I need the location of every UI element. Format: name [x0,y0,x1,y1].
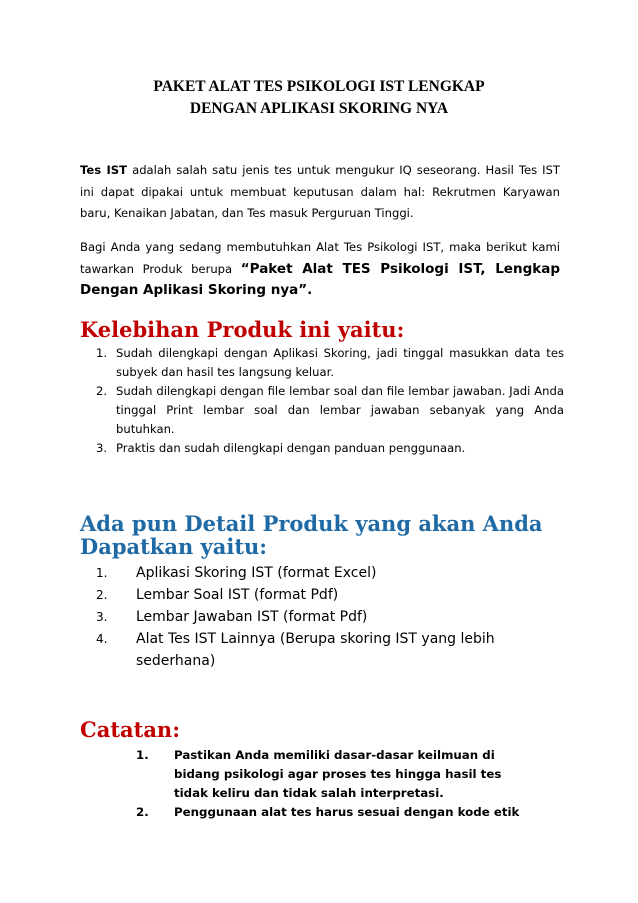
notes-heading: Catatan: [80,717,180,742]
advantages-heading: Kelebihan Produk ini yaitu: [80,317,405,342]
list-text: Lembar Soal IST (format Pdf) [136,587,339,603]
advantages-list [96,344,564,458]
list-number: 4. [96,632,108,646]
list-item [96,344,564,382]
list-item [96,382,564,439]
list-number: 1. [96,346,108,360]
list-text: Praktis dan sudah dilengkapi dengan panduan penggunaan. [116,441,466,455]
list-number: 3. [96,441,108,455]
list-text: Sudah dilengkapi dengan Aplikasi Skoring, jadi tinggal masukkan data tes subyek dan hasil tes langsung keluar. [116,346,564,379]
details-heading-line-1: Ada pun Detail Produk yang akan Anda [80,511,543,536]
list-text: Lembar Jawaban IST (format Pdf) [136,609,368,625]
offer-product-name: “Paket Alat TES Psikologi IST, Lengkap Dengan Aplikasi Skoring nya”. [80,260,560,298]
list-number: 1. [96,566,108,580]
list-item [96,584,536,606]
list-number: 2. [96,384,108,398]
list-item [136,803,536,822]
intro-paragraph [80,160,560,225]
list-item [96,562,536,584]
offer-text: Bagi Anda yang sedang membutuhkan Alat Tes Psikologi IST, maka berikut kami tawarkan Produk berupa [80,240,560,276]
list-text: Aplikasi Skoring IST (format Excel) [136,565,377,581]
notes-list [136,746,536,822]
list-number: 2. [96,588,108,602]
title-line-1: PAKET ALAT TES PSIKOLOGI IST LENGKAP [153,78,485,95]
list-text: Pastikan Anda memiliki dasar-dasar keilmuan di bidang psikologi agar proses tes hingga hasil tes tidak keliru dan tidak salah interpretasi. [174,748,502,800]
list-item [136,746,536,803]
document-title [80,76,558,120]
list-number: 2. [136,805,149,819]
intro-text: adalah salah satu jenis tes untuk mengukur IQ seseorang. Hasil Tes IST ini dapat dipakai untuk membuat keputusan dalam hal: Rekrutmen Karyawan baru, Kenaikan Jabatan, dan Tes masuk Perguruan Tinggi. [80,163,560,220]
list-text: Alat Tes IST Lainnya (Berupa skoring IST yang lebih sederhana) [136,631,495,669]
list-number: 3. [96,610,108,624]
list-number: 1. [136,748,149,762]
list-item [96,628,536,672]
details-heading [80,512,543,558]
details-heading-line-2: Dapatkan yaitu: [80,534,268,559]
list-item [96,606,536,628]
intro-bold-term: Tes IST [80,163,128,177]
list-item [96,439,564,458]
offer-paragraph [80,237,560,302]
details-list [96,562,536,672]
list-text: Penggunaan alat tes harus sesuai dengan kode etik [174,805,520,819]
list-text: Sudah dilengkapi dengan file lembar soal dan file lembar jawaban. Jadi Anda tinggal Print lembar soal dan lembar jawaban sebanyak yang Anda butuhkan. [116,384,564,436]
title-line-2: DENGAN APLIKASI SKORING NYA [189,100,449,117]
